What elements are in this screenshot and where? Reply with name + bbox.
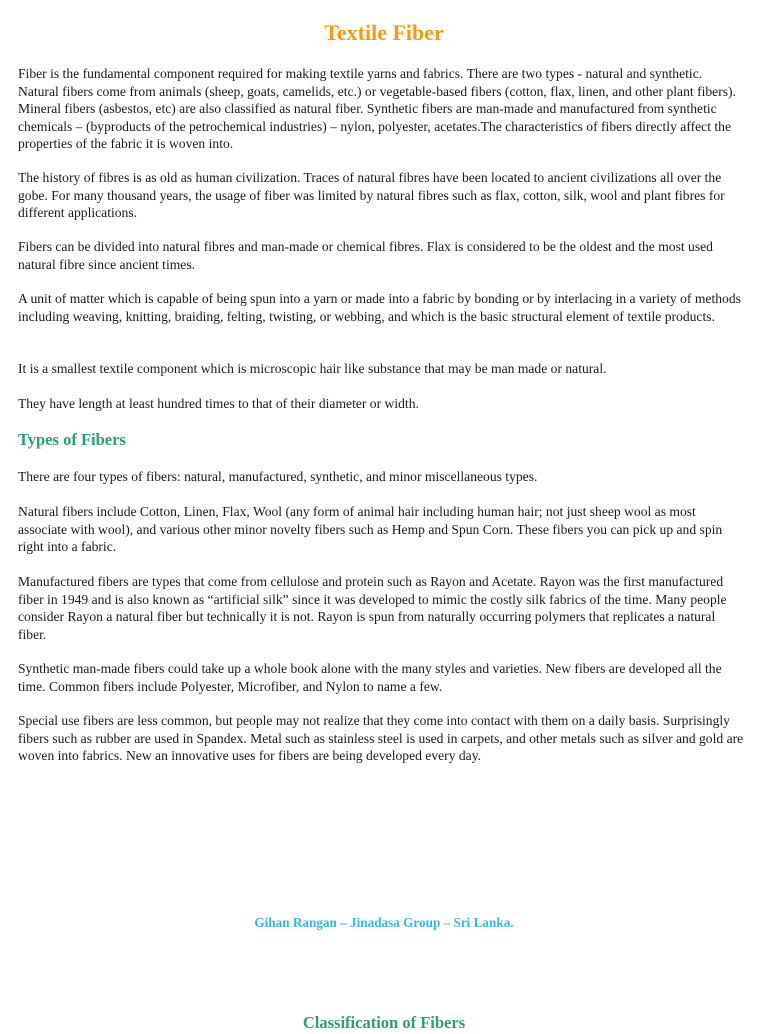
paragraph-four-types: There are four types of fibers: natural, manufactured, synthetic, and minor miscellaneous types.	[18, 469, 538, 484]
paragraph-natural-fibers: Natural fibers include Cotton, Linen, Flax, Wool (any form of animal hair including human hair; not just sheep wool as most associate with wool), and various other minor novelty fibers such as Hemp and Spun Corn. These fibers you can pick up and spin right into a fabric.	[18, 504, 723, 554]
paragraph-fiber-definition: Fiber is the fundamental component required for making textile yarns and fabrics. There are two types - natural and synthetic. Natural fibers come from animals (sheep, goats, camelids, etc.) or vegetable-based fibers (cotton, flax, linen, and other plant fibers). Mineral fibers (asbestos, etc) are also classified as natural fiber. Synthetic fibers are man-made and manufactured from synthetic chemicals – (byproducts of the petrochemical industries) – nylon, polyester, acetates.The characteristics of fibers directly affect the properties of the fabric it is woven into.	[18, 66, 736, 151]
paragraph-synthetic-fibers: Synthetic man-made fibers could take up a whole book alone with the many styles and varieties. New fibers are developed all the time. Common fibers include Polyester, Microfiber, and Nylon to name a few.	[18, 661, 722, 694]
section-heading-types: Types of Fibers	[18, 430, 126, 449]
author-credit: Gihan Rangan – Jinadasa Group – Sri Lanka.	[254, 915, 514, 930]
paragraph-fiber-division: Fibers can be divided into natural fibres and man-made or chemical fibres. Flax is considered to be the oldest and the most used natural fibre since ancient times.	[18, 239, 713, 272]
paragraph-special-use-fibers: Special use fibers are less common, but people may not realize that they come into contact with them on a daily basis. Surprisingly fibers such as rubber are used in Spandex. Metal such as stainless steel is used in carpets, and other metals such as silver and gold are woven into fabrics. New an innovative uses for fibers are being developed every day.	[18, 713, 744, 763]
paragraph-fiber-history: The history of fibres is as old as human civilization. Traces of natural fibres have been located to ancient civilizations all over the gobe. For many thousand years, the usage of fiber was limited by natural fibres such as flax, cotton, silk, wool and plant fibres for different applications.	[18, 170, 725, 220]
paragraph-manufactured-fibers: Manufactured fibers are types that come from cellulose and protein such as Rayon and Acetate. Rayon was the first manufactured fiber in 1949 and is also known as “artificial silk” since it was developed to mimic the costly silk fabrics of the time. Many people consider Rayon a natural fiber but technically it is not. Rayon is spun from naturally occurring polymers that replicates a natural fiber.	[18, 574, 727, 642]
section-heading-classification: Classification of Fibers	[302, 1013, 466, 1032]
paragraph-fiber-length: They have length at least hundred times to that of their diameter or width.	[18, 396, 419, 411]
paragraph-unit-of-matter: A unit of matter which is capable of being spun into a yarn or made into a fabric by bonding or by interlacing in a variety of methods including weaving, knitting, braiding, felting, twisting, or webbing, and which is the basic structural element of textile products.	[18, 291, 741, 324]
paragraph-smallest-component: It is a smallest textile component which is microscopic hair like substance that may be man made or natural.	[18, 361, 607, 376]
document-title: Textile Fiber	[324, 20, 444, 45]
